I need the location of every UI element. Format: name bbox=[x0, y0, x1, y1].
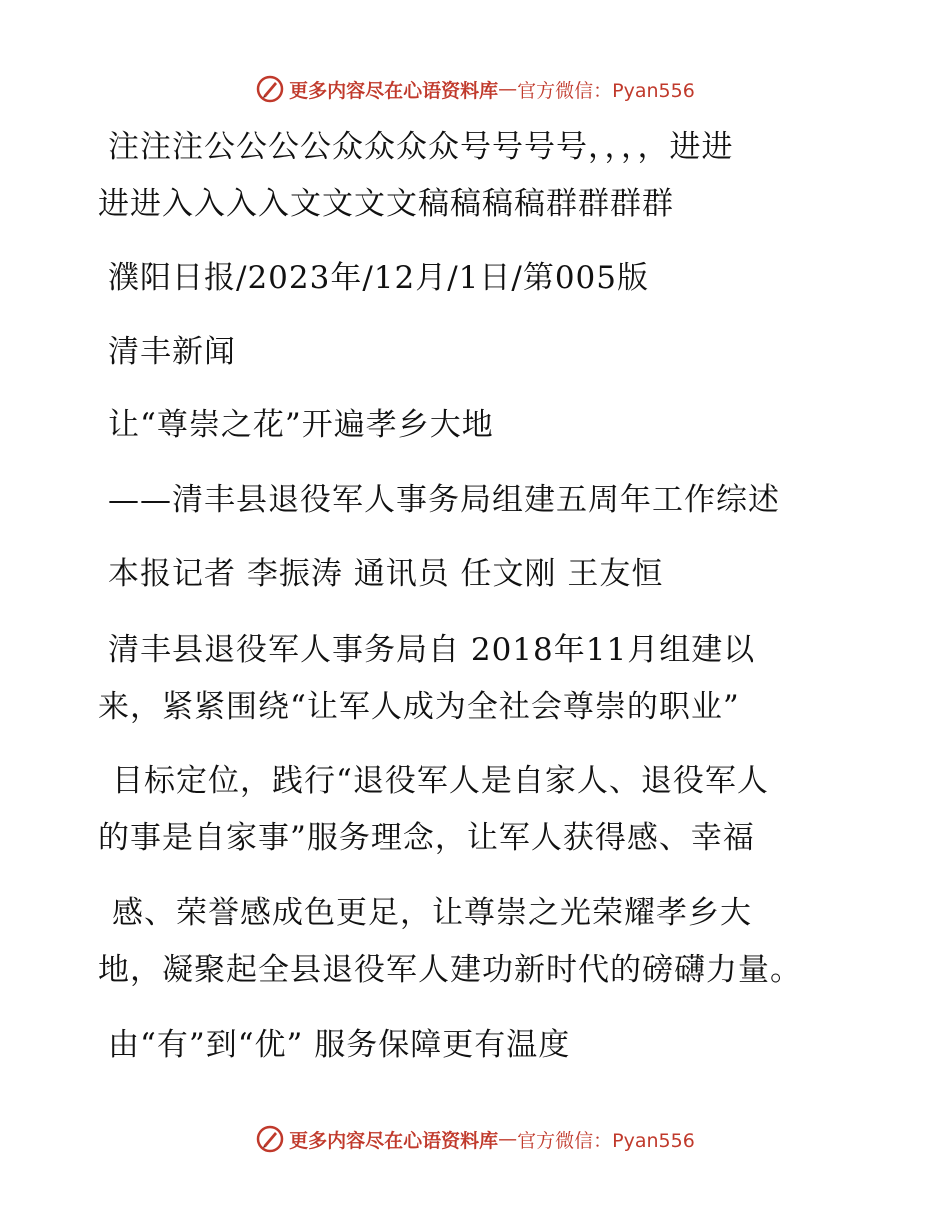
watermark-separator: — bbox=[498, 78, 518, 100]
watermark-separator: — bbox=[498, 1128, 518, 1150]
watermark-site-text: 更多内容尽在心语资料库 bbox=[289, 1129, 499, 1152]
ad-line-1: 注注注公公公公众众众众号号号号，，，，进进 bbox=[108, 129, 734, 165]
article-title: 让“尊崇之花”开遍孝乡大地 bbox=[108, 407, 494, 443]
quill-pen-logo-icon bbox=[255, 74, 285, 104]
byline: 本报记者 李振涛 通讯员 任文刚 王友恒 bbox=[108, 556, 664, 592]
paragraph-line: 清丰县退役军人事务局自 2018年11月组建以 bbox=[108, 632, 756, 668]
watermark-site-text: 更多内容尽在心语资料库 bbox=[289, 79, 499, 102]
section-label: 清丰新闻 bbox=[108, 334, 236, 370]
watermark-wechat-text: 官方微信：Pyan556 bbox=[517, 1129, 695, 1152]
watermark-banner-top bbox=[0, 72, 950, 106]
paragraph-line: 地，凝聚起全县退役军人建功新时代的磅礴力量。 bbox=[98, 952, 802, 988]
watermark-banner-bottom bbox=[0, 1122, 950, 1156]
paragraph-line: 感、荣誉感成色更足，让尊崇之光荣耀孝乡大 bbox=[112, 895, 752, 931]
ad-line-2: 进进入入入入文文文文稿稿稿稿群群群群 bbox=[98, 186, 674, 222]
paragraph-line: 的事是自家事”服务理念，让军人获得感、幸福 bbox=[98, 820, 755, 856]
watermark-wechat-text: 官方微信：Pyan556 bbox=[517, 79, 695, 102]
source-line: 濮阳日报/2023年/12月/1日/第005版 bbox=[108, 260, 650, 296]
article-subtitle: ——清丰县退役军人事务局组建五周年工作综述 bbox=[108, 482, 780, 518]
section-heading: 由“有”到“优” 服务保障更有温度 bbox=[108, 1027, 571, 1063]
quill-pen-logo-icon bbox=[255, 1124, 285, 1154]
paragraph-line: 来，紧紧围绕“让军人成为全社会尊崇的职业” bbox=[98, 689, 740, 725]
paragraph-line: 目标定位，践行“退役军人是自家人、退役军人 bbox=[112, 763, 769, 799]
